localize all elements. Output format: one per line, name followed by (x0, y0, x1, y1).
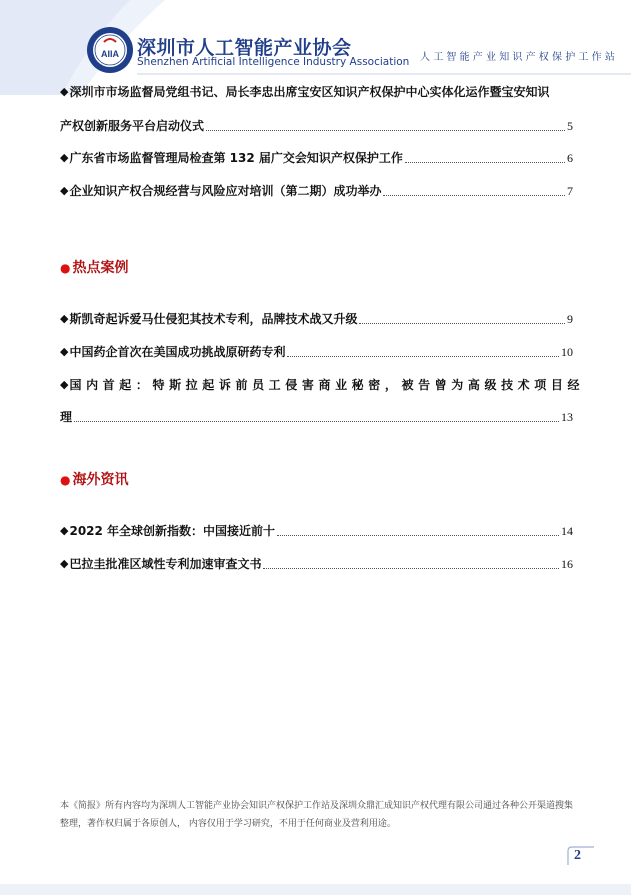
toc-page-number: 14 (561, 524, 573, 538)
dot-leader (359, 322, 565, 324)
toc-item[interactable] (60, 523, 573, 539)
section-title-hot-cases (60, 257, 128, 277)
org-name-en: Shenzhen Artificial Intelligence Industry Association (137, 56, 410, 68)
toc-item[interactable] (60, 311, 573, 327)
diamond-bullet-icon: ◆ (60, 312, 69, 325)
page-number: 2 (574, 848, 581, 863)
toc-item-title: 产权创新服务平台启动仪式 (60, 119, 205, 133)
toc-page-number: 5 (567, 119, 573, 133)
toc-item-title: 斯凯奇起诉爱马仕侵犯其技术专利，品牌技术战又升级 (69, 312, 358, 326)
station-name: 人工智能产业知识产权保护工作站 (420, 52, 618, 63)
dot-leader (405, 161, 565, 163)
toc-item-title: 国内首起：特斯拉起诉前员工侵害商业秘密，被告曾为高级技术项目经 (69, 378, 585, 392)
diamond-bullet-icon: ◆ (60, 345, 69, 358)
toc-item[interactable] (60, 556, 573, 572)
toc-item-continuation[interactable] (60, 118, 573, 134)
diamond-bullet-icon: ◆ (60, 524, 69, 537)
logo-text: AIIA (101, 49, 119, 59)
toc-page-number: 16 (561, 557, 573, 571)
dot-leader (383, 194, 565, 196)
toc-item-title: 深圳市市场监督局党组书记、局长李忠出席宝安区知识产权保护中心实体化运作暨宝安知识 (69, 85, 550, 99)
section-title-text: 热点案例 (72, 260, 129, 276)
dot-leader (74, 420, 559, 422)
toc-item-title: 2022 年全球创新指数：中国接近前十 (69, 524, 276, 538)
dot-leader (263, 567, 559, 569)
association-logo (86, 26, 134, 74)
dot-leader (287, 355, 559, 357)
red-dot-icon: ● (60, 473, 71, 487)
toc-item-title: 中国药企首次在美国成功挑战原研药专利 (69, 345, 286, 359)
toc-item[interactable] (60, 150, 573, 166)
toc-item-title: 企业知识产权合规经营与风险应对培训（第二期）成功举办 (69, 184, 382, 198)
toc-page-number: 7 (567, 184, 573, 198)
dot-leader (206, 129, 565, 131)
toc-page-number: 6 (567, 151, 573, 165)
toc-item-title: 理 (60, 410, 73, 424)
page-badge-shape (566, 845, 596, 867)
toc-page-number: 9 (567, 312, 573, 326)
diamond-bullet-icon: ◆ (60, 85, 69, 98)
toc-item[interactable] (60, 344, 573, 360)
diamond-bullet-icon: ◆ (60, 378, 69, 391)
toc-item-title: 巴拉圭批准区域性专利加速审查文书 (69, 557, 262, 571)
diamond-bullet-icon: ◆ (60, 151, 69, 164)
section-title-text: 海外资讯 (72, 472, 129, 488)
toc-item[interactable] (60, 84, 573, 100)
diamond-bullet-icon: ◆ (60, 557, 69, 570)
toc-page-number: 10 (561, 345, 573, 359)
section-title-overseas (60, 469, 128, 489)
dot-leader (277, 534, 559, 536)
toc-item[interactable] (60, 183, 573, 199)
red-dot-icon: ● (60, 261, 71, 275)
toc-item[interactable] (60, 377, 585, 393)
toc-item-title: 广东省市场监督管理局检查第 132 届广交会知识产权保护工作 (69, 151, 403, 165)
diamond-bullet-icon: ◆ (60, 184, 69, 197)
page-number-badge (566, 845, 596, 867)
toc-page-number: 13 (561, 410, 573, 424)
toc-item-continuation[interactable] (60, 409, 573, 425)
footer-bar (0, 884, 631, 895)
footer-disclaimer: 本《简报》所有内容均为深圳人工智能产业协会知识产权保护工作站及深圳众鼎汇成知识产权代理有限公司通过各种公开渠道搜集整理，著作权归属于各原创人， 内容仅用于学习研究，不用于任何商业及营利用途。 (60, 801, 574, 829)
org-name-cn: 深圳市人工智能产业协会 (137, 37, 352, 59)
